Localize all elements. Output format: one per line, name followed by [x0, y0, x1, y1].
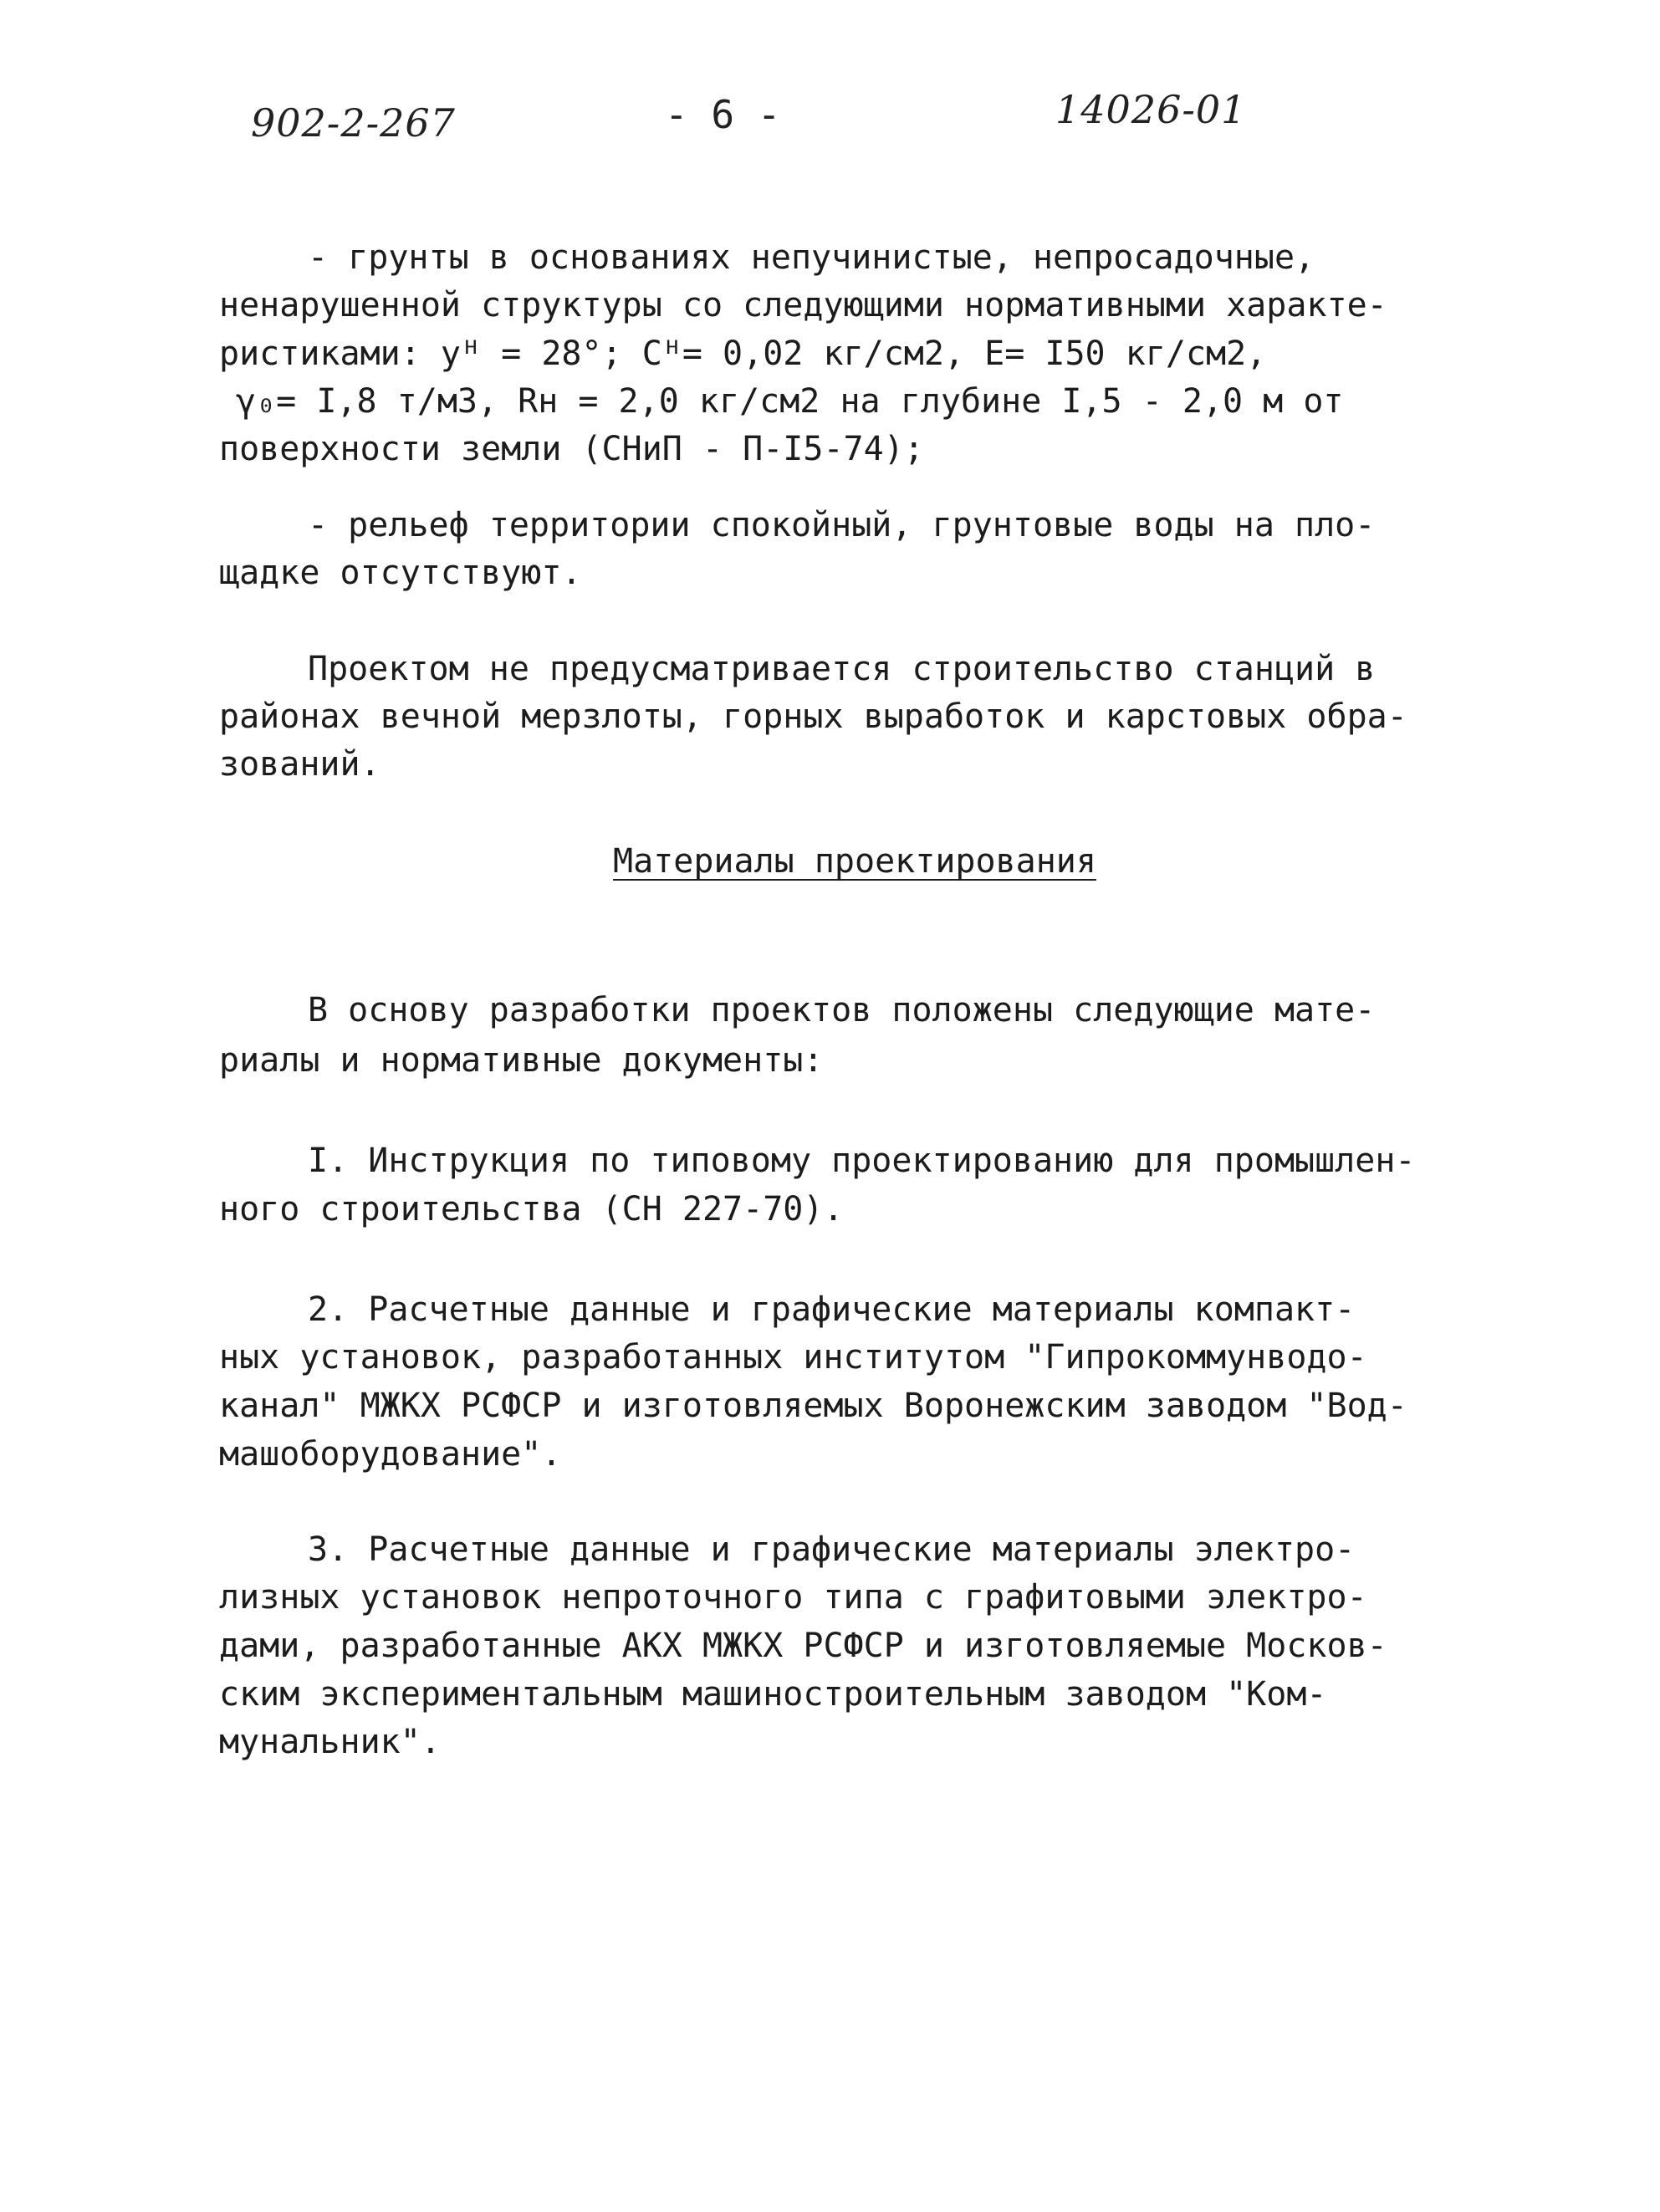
text-line: I. Инструкция по типовому проектированию для промышлен-	[308, 1142, 1416, 1180]
text-line: - грунты в основаниях непучинистые, непросадочные,	[308, 238, 1315, 277]
text-line: Проектом не предусматривается строительство станций в	[308, 650, 1376, 688]
text-line: зований.	[219, 745, 381, 784]
text-line: лизных установок непроточного типа с графитовыми электро-	[219, 1578, 1367, 1617]
text-line: 2. Расчетные данные и графические материалы компакт-	[308, 1290, 1356, 1329]
document-code: 902-2-267	[251, 100, 456, 146]
text-line: дами, разработанные АКХ МЖКХ РСФСР и изготовляемые Москов-	[219, 1627, 1387, 1665]
page-number: - 6 -	[665, 92, 781, 137]
text-line: В основу разработки проектов положены следующие мате-	[308, 991, 1376, 1029]
text-line: γ₀= I,8 т/м3, Rн = 2,0 кг/см2 на глубине I,5 - 2,0 м от	[236, 382, 1344, 421]
text-line: 3. Расчетные данные и графические материалы электро-	[308, 1530, 1356, 1569]
text-line: щадке отсутствуют.	[219, 554, 582, 592]
text-line: риалы и нормативные документы:	[219, 1041, 824, 1080]
text-line: ных установок, разработанных институтом "Гипрокоммунводо-	[219, 1338, 1367, 1377]
text-line: ного строительства (СН 227-70).	[219, 1190, 844, 1229]
text-line: канал" МЖКХ РСФСР и изготовляемых Воронежским заводом "Вод-	[219, 1387, 1407, 1425]
text-line: ристиками: уᴴ = 28°; Сᴴ= 0,02 кг/см2, Е= I50 кг/см2,	[219, 335, 1267, 373]
text-line: ским экспериментальным машиностроительным заводом "Ком-	[219, 1675, 1327, 1714]
text-line: мунальник".	[219, 1723, 441, 1761]
text-line: поверхности земли (СНиП - П-I5-74);	[219, 430, 924, 468]
text-line: машоборудование".	[219, 1435, 562, 1474]
sheet-code: 14026-01	[1055, 87, 1247, 132]
text-line: - рельеф территории спокойный, грунтовые воды на пло-	[308, 506, 1376, 544]
section-title: Материалы проектирования	[613, 842, 1096, 881]
text-line: районах вечной мерзлоты, горных выработок и карстовых обра-	[219, 697, 1407, 736]
text-line: ненарушенной структуры со следующими нормативными характе-	[219, 286, 1387, 324]
